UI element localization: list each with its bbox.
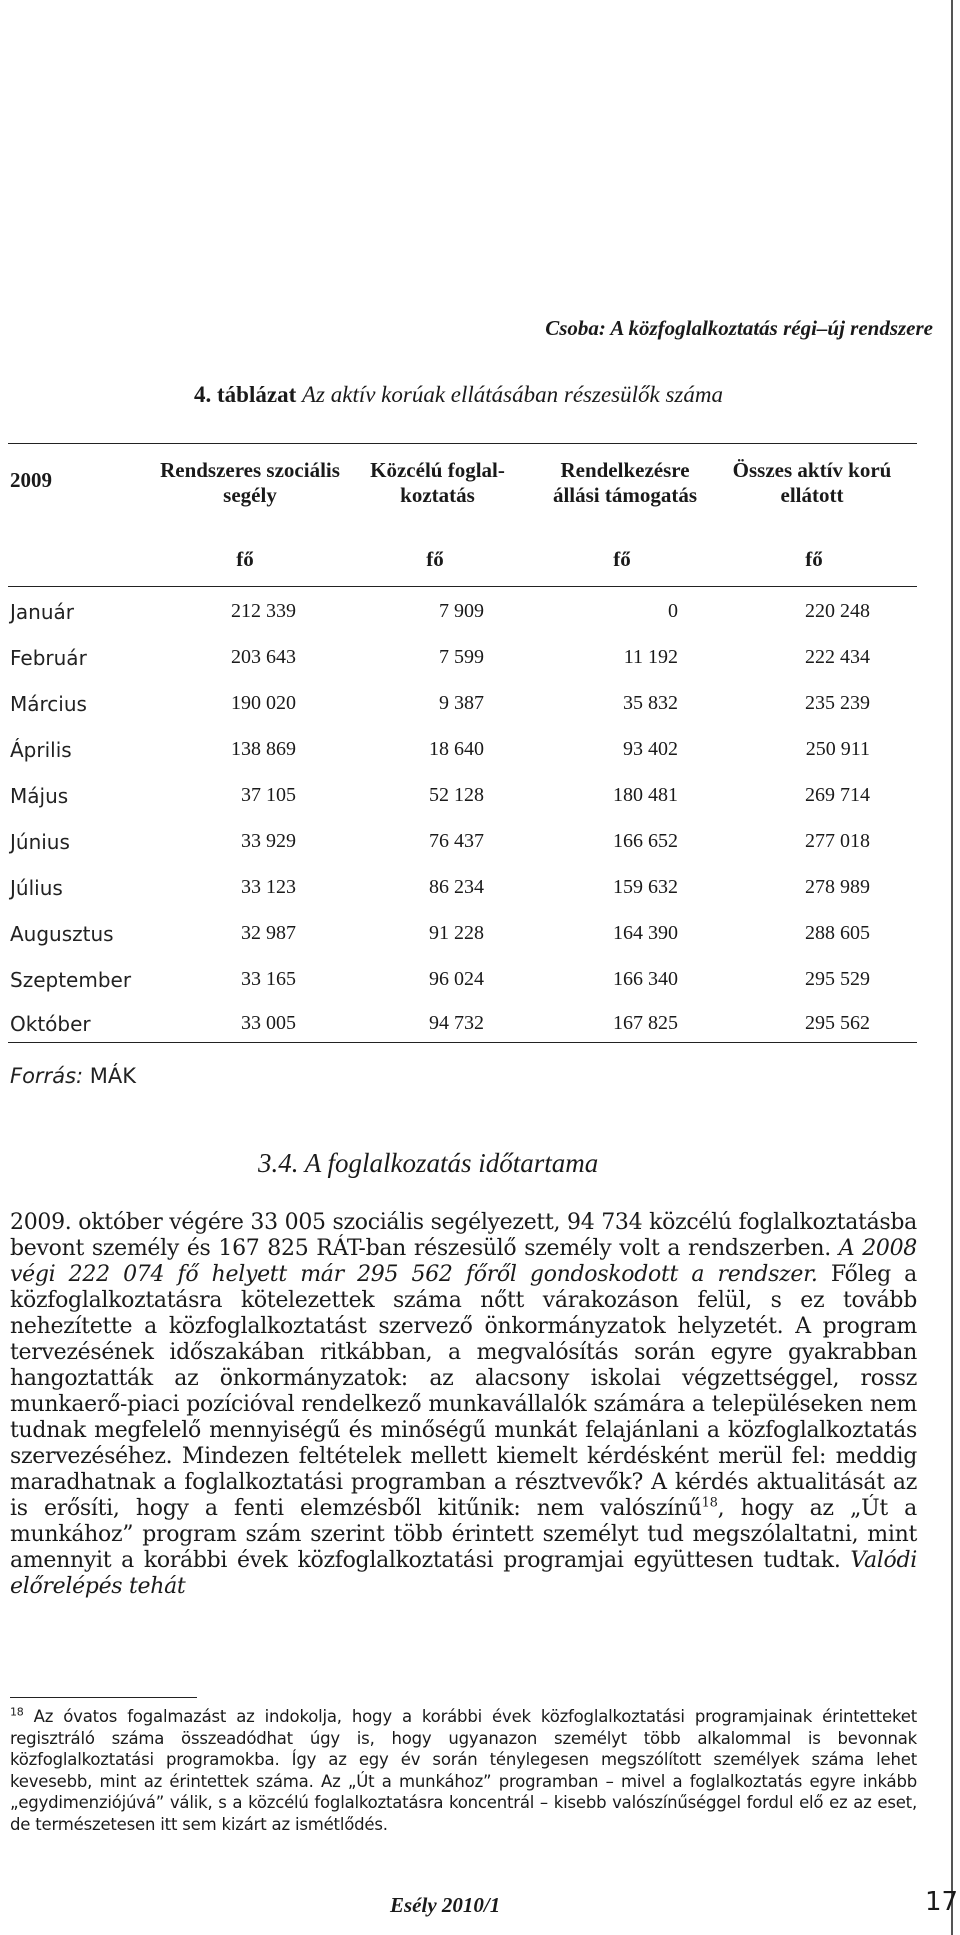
cell-regular-aid: 33 929 bbox=[241, 830, 296, 852]
cell-regular-aid: 190 020 bbox=[231, 692, 296, 714]
cell-availability-support: 11 192 bbox=[623, 646, 678, 668]
footnote-number: 18 bbox=[10, 1705, 24, 1719]
cell-regular-aid: 33 005 bbox=[241, 1012, 296, 1034]
table-caption bbox=[0, 382, 917, 408]
table-number: 4. táblázat bbox=[194, 382, 297, 407]
cell-regular-aid: 32 987 bbox=[241, 922, 296, 944]
table-row bbox=[0, 830, 920, 860]
row-month: Augusztus bbox=[10, 922, 114, 946]
footnote-text: Az óvatos fogalmazást az indokolja, hogy a korábbi évek közfoglalkoztatási programjainak érintetteket regisztráló száma összeadódhat úgy is, hogy ugyanazon személyt több alkalommal is bevonnak közfoglalkoztatási programokba. Így az egy év során ténylegesen megszólított személyek száma lehet kevesebb, mint az érintettek száma. Az „Út a munkához” programban – mivel a foglalkoztatás egyre inkább „egydimenziójúvá” válik, s a közcélú foglalkoztatásra koncentrál – kisebb valószínűséggel fordul elő ez az eset, de természetesen itt sem kizárt az ismétlődés. bbox=[10, 1707, 917, 1834]
cell-total: 277 018 bbox=[805, 830, 870, 852]
cell-availability-support: 166 340 bbox=[613, 968, 678, 990]
body-text bbox=[10, 1210, 917, 1600]
cell-public-work: 7 599 bbox=[439, 646, 484, 668]
section-heading: 3.4. A foglalkozatás időtartama bbox=[258, 1148, 599, 1178]
source-label: Forrás: bbox=[10, 1064, 84, 1088]
cell-public-work: 91 228 bbox=[429, 922, 484, 944]
cell-regular-aid: 203 643 bbox=[231, 646, 296, 668]
table-title: Az aktív korúak ellátásában részesülők száma bbox=[301, 382, 723, 407]
row-month: Február bbox=[10, 646, 87, 670]
row-month: Szeptember bbox=[10, 968, 132, 992]
table-row bbox=[0, 968, 920, 998]
table-row bbox=[0, 922, 920, 952]
row-month: Január bbox=[10, 600, 74, 624]
cell-total: 250 911 bbox=[805, 738, 870, 760]
cell-regular-aid: 33 123 bbox=[241, 876, 296, 898]
table-header-rule bbox=[8, 586, 917, 587]
table-row bbox=[0, 876, 920, 906]
page-number: 17 bbox=[925, 1887, 959, 1917]
paragraph-2: A program tervezésének időszakában ritkábban, a megvalósítás során egyre gyakrabban hangoztatták az önkormányzatok: az alacsony iskolai végzettséggel, rossz munkaerő-piaci pozícióval rendelkező munkavállalók számára a településeken nem tudnak megfelelő mennyiségű és minőségű munkát felajánlani a közfoglalkoztatás szervezéséhez. Mindezen feltételek mellett kiemelt kérdésként merül fel: meddig maradhatnak a foglalkoztatási programban a résztvevők? A kérdés aktualitását az is erősíti, hogy a fenti elemzésből kitűnik: nem valószínű bbox=[10, 1314, 917, 1521]
cell-public-work: 52 128 bbox=[429, 784, 484, 806]
cell-total: 295 529 bbox=[805, 968, 870, 990]
cell-availability-support: 166 652 bbox=[613, 830, 678, 852]
paragraph-1: 2009. október végére 33 005 szociális segélyezett, 94 734 közcélú foglalkoztatásba bevont személy és 167 825 RÁT-ban részesülő személy volt a rendszerben. bbox=[10, 1210, 917, 1261]
footer-journal: Esély 2010/1 bbox=[390, 1893, 501, 1917]
row-month: Április bbox=[10, 738, 72, 762]
cell-public-work: 96 024 bbox=[429, 968, 484, 990]
cell-availability-support: 167 825 bbox=[613, 1012, 678, 1034]
cell-public-work: 18 640 bbox=[429, 738, 484, 760]
running-header: Csoba: A közfoglalkoztatás régi–új rendszere bbox=[545, 316, 933, 340]
page-edge-line bbox=[951, 0, 953, 1935]
column-unit: fő bbox=[236, 547, 254, 571]
row-month: Július bbox=[10, 876, 63, 900]
paragraph-2-italic: Valódi előrelépés tehát bbox=[10, 1548, 917, 1599]
cell-total: 235 239 bbox=[805, 692, 870, 714]
column-unit: fő bbox=[805, 547, 823, 571]
table-row bbox=[0, 738, 920, 768]
footnote bbox=[10, 1706, 917, 1835]
cell-regular-aid: 212 339 bbox=[231, 600, 296, 622]
table-header-year: 2009 bbox=[10, 468, 52, 492]
table-row bbox=[0, 646, 920, 676]
column-unit: fő bbox=[613, 547, 631, 571]
paragraph-1-italic: A 2008 végi 222 074 fő helyett már 295 562 főről gondoskodott a rendszer. bbox=[10, 1236, 918, 1287]
cell-availability-support: 180 481 bbox=[613, 784, 678, 806]
cell-total: 269 714 bbox=[805, 784, 870, 806]
paragraph-1-continuation: Főleg a közfoglalkoztatásra kötelezettek száma nőtt várakozáson felül, s ez tovább nehezítette a közfoglalkoztatást szervező önkormányzatok helyzetét. bbox=[10, 1262, 917, 1339]
cell-availability-support: 164 390 bbox=[613, 922, 678, 944]
table-row bbox=[0, 600, 920, 630]
column-unit: fő bbox=[426, 547, 444, 571]
cell-public-work: 76 437 bbox=[429, 830, 484, 852]
column-header-availability-support: Rendelkezésre állási támogatás bbox=[552, 458, 698, 507]
row-month: Május bbox=[10, 784, 69, 808]
footnote-separator bbox=[10, 1697, 197, 1698]
cell-total: 222 434 bbox=[805, 646, 870, 668]
table-top-rule bbox=[8, 443, 917, 444]
cell-public-work: 9 387 bbox=[439, 692, 484, 714]
cell-regular-aid: 37 105 bbox=[241, 784, 296, 806]
row-month: Október bbox=[10, 1012, 91, 1036]
footnote-reference[interactable]: 18 bbox=[701, 1495, 718, 1511]
paragraph-2-continuation: , hogy az „Út a munkához” program szám szerint több érintett személyt tud megszólaltatni, mint amennyit a korábbi évek közfoglalkoztatási programjai együttesen tudtak. bbox=[10, 1496, 917, 1573]
table-source bbox=[10, 1064, 136, 1088]
cell-public-work: 94 732 bbox=[429, 1012, 484, 1034]
cell-public-work: 86 234 bbox=[429, 876, 484, 898]
cell-total: 295 562 bbox=[805, 1012, 870, 1034]
column-header-regular-aid: Rendszeres szociális segély bbox=[160, 458, 340, 507]
cell-total: 278 989 bbox=[805, 876, 870, 898]
row-month: Március bbox=[10, 692, 87, 716]
column-header-public-work: Közcélú foglal-koztatás bbox=[370, 458, 505, 507]
source-value: MÁK bbox=[89, 1064, 137, 1088]
column-header-total: Összes aktív korú ellátott bbox=[732, 458, 892, 507]
row-month: Június bbox=[10, 830, 70, 854]
cell-total: 288 605 bbox=[805, 922, 870, 944]
cell-availability-support: 0 bbox=[668, 600, 678, 622]
table-row bbox=[0, 784, 920, 814]
table-row bbox=[0, 1012, 920, 1042]
cell-availability-support: 35 832 bbox=[623, 692, 678, 714]
cell-total: 220 248 bbox=[805, 600, 870, 622]
cell-availability-support: 93 402 bbox=[623, 738, 678, 760]
table-bottom-rule bbox=[8, 1042, 917, 1043]
cell-regular-aid: 138 869 bbox=[231, 738, 296, 760]
cell-public-work: 7 909 bbox=[439, 600, 484, 622]
cell-regular-aid: 33 165 bbox=[241, 968, 296, 990]
cell-availability-support: 159 632 bbox=[613, 876, 678, 898]
table-row bbox=[0, 692, 920, 722]
